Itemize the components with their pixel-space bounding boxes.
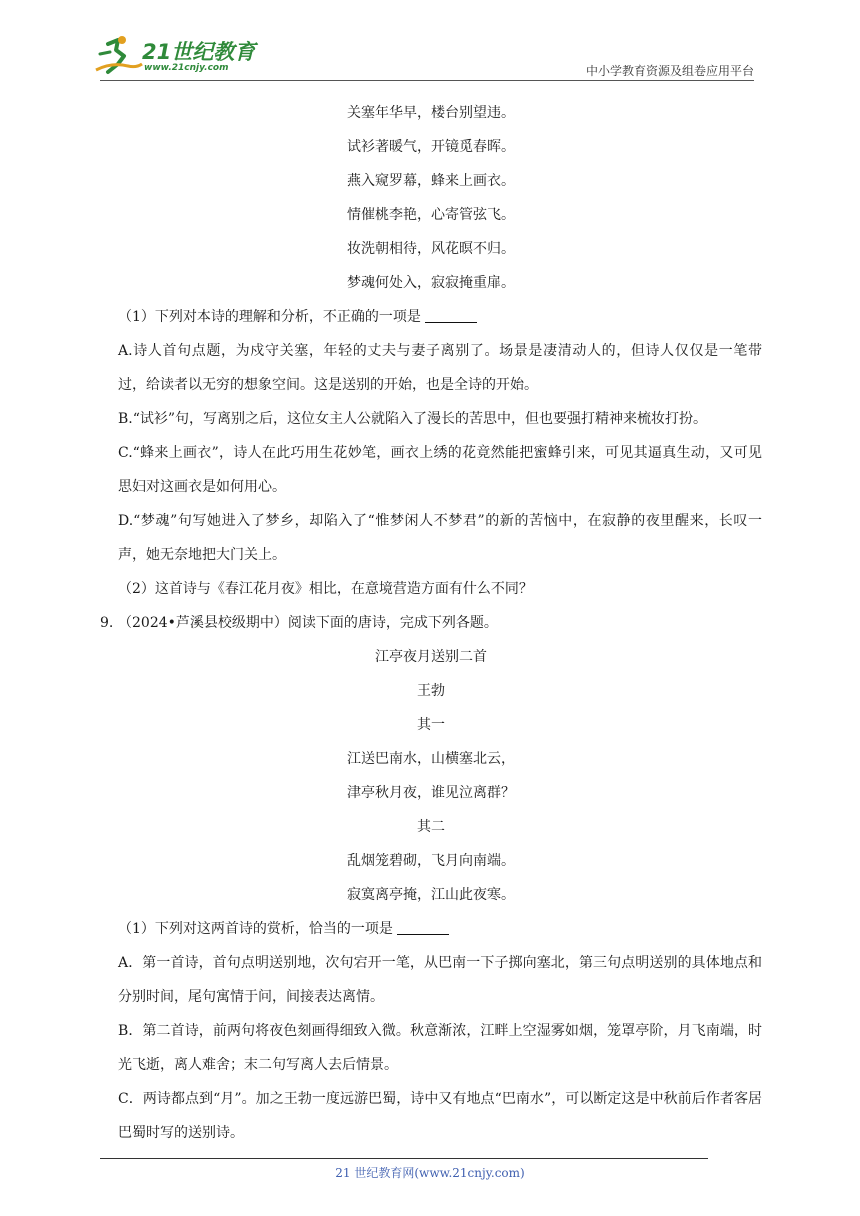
q8-option-d: D.“梦魂”句写她进入了梦乡，却陷入了“惟梦闲人不梦君”的新的苦恼中，在寂静的夜里醒来，长叹一声，她无奈地把大门关上。 <box>118 513 762 563</box>
poem-title: 江亭夜月送别二首 <box>375 649 487 665</box>
poem-line: 情催桃李艳，心寄管弦飞。 <box>347 207 515 223</box>
poem-part-1-heading: 其一 <box>417 717 445 733</box>
platform-label: 中小学教育资源及组卷应用平台 <box>585 64 754 78</box>
q9-option-c: C．两诗都点到“月”。加之王勃一度远游巴蜀，诗中又有地点“巴南水”，可以断定这是中秋前后作者客居巴蜀时写的送别诗。 <box>118 1091 762 1141</box>
poem-line: 寂寞离亭掩，江山此夜寒。 <box>347 887 515 903</box>
q8-option-c: C.“蜂来上画衣”，诗人在此巧用生花妙笔，画衣上绣的花竟然能把蜜蜂引来，可见其逼真生动，又可见思妇对这画衣是如何用心。 <box>118 445 762 495</box>
question-number: 9. <box>100 615 114 631</box>
logo-name: 21世纪教育 <box>142 40 256 64</box>
q8-option-a: A.诗人首句点题，为戍守关塞，年轻的丈夫与妻子离别了。场景是凄清动人的，但诗人仅仅是一笔带过，给读者以无穷的想象空间。这是送别的开始，也是全诗的开始。 <box>118 343 762 393</box>
poem-line: 燕入窥罗幕，蜂来上画衣。 <box>347 173 515 189</box>
poem-author: 王勃 <box>417 683 445 699</box>
q8-option-b: B.“试衫”句，写离别之后，这位女主人公就陷入了漫长的苦思中，但也要强打精神来梳妆打扮。 <box>118 411 708 427</box>
logo <box>94 34 264 80</box>
q9-option-a: A．第一首诗，首句点明送别地，次句宕开一笔，从巴南一下子掷向塞北，第三句点明送别的具体地点和分别时间，尾句寓情于问，间接表达离情。 <box>118 955 762 1005</box>
document-body <box>100 96 762 1150</box>
q9-option-b: B．第二首诗，前两句将夜色刻画得细致入微。秋意渐浓，江畔上空湿雾如烟，笼罩亭阶，月飞南端，时光飞逝，离人难舍；末二句写离人去后情景。 <box>118 1023 762 1073</box>
answer-blank[interactable] <box>397 934 449 935</box>
q8-subquestion-1 <box>100 300 762 334</box>
answer-blank[interactable] <box>425 322 477 323</box>
logo-url: www.21cnjy.com <box>144 63 229 73</box>
q9-sub1-text: （1）下列对这两首诗的赏析，恰当的一项是 <box>118 921 393 937</box>
poem-line: 关塞年华早，楼台别望违。 <box>347 105 515 121</box>
poem-line: 津亭秋月夜，谁见泣离群？ <box>347 785 515 801</box>
footer-text: 21 世纪教育网(www.21cnjy.com) <box>335 1166 525 1180</box>
poem-line: 梦魂何处入，寂寂掩重扉。 <box>347 275 515 291</box>
q9-subquestion-1 <box>100 912 762 946</box>
page-header <box>0 0 860 84</box>
runner-logo-icon <box>94 34 144 78</box>
footer-divider <box>100 1158 708 1159</box>
poem-line: 试衫著暖气，开镜觅春晖。 <box>347 139 515 155</box>
q8-sub1-text: （1）下列对本诗的理解和分析，不正确的一项是 <box>118 309 421 325</box>
header-divider <box>100 80 754 81</box>
q9-stem <box>100 606 762 640</box>
q9-stem-text: （2024•芦溪县校级期中）阅读下面的唐诗，完成下列各题。 <box>118 615 498 631</box>
poem-line: 乱烟笼碧砌，飞月向南端。 <box>347 853 515 869</box>
poem-part-2-heading: 其二 <box>417 819 445 835</box>
poem-line: 妆洗朝相待，风花暝不归。 <box>347 241 515 257</box>
poem-line: 江送巴南水，山横塞北云， <box>347 751 515 767</box>
q8-subquestion-2: （2）这首诗与《春江花月夜》相比，在意境营造方面有什么不同？ <box>118 581 533 597</box>
poem-1 <box>100 96 762 300</box>
